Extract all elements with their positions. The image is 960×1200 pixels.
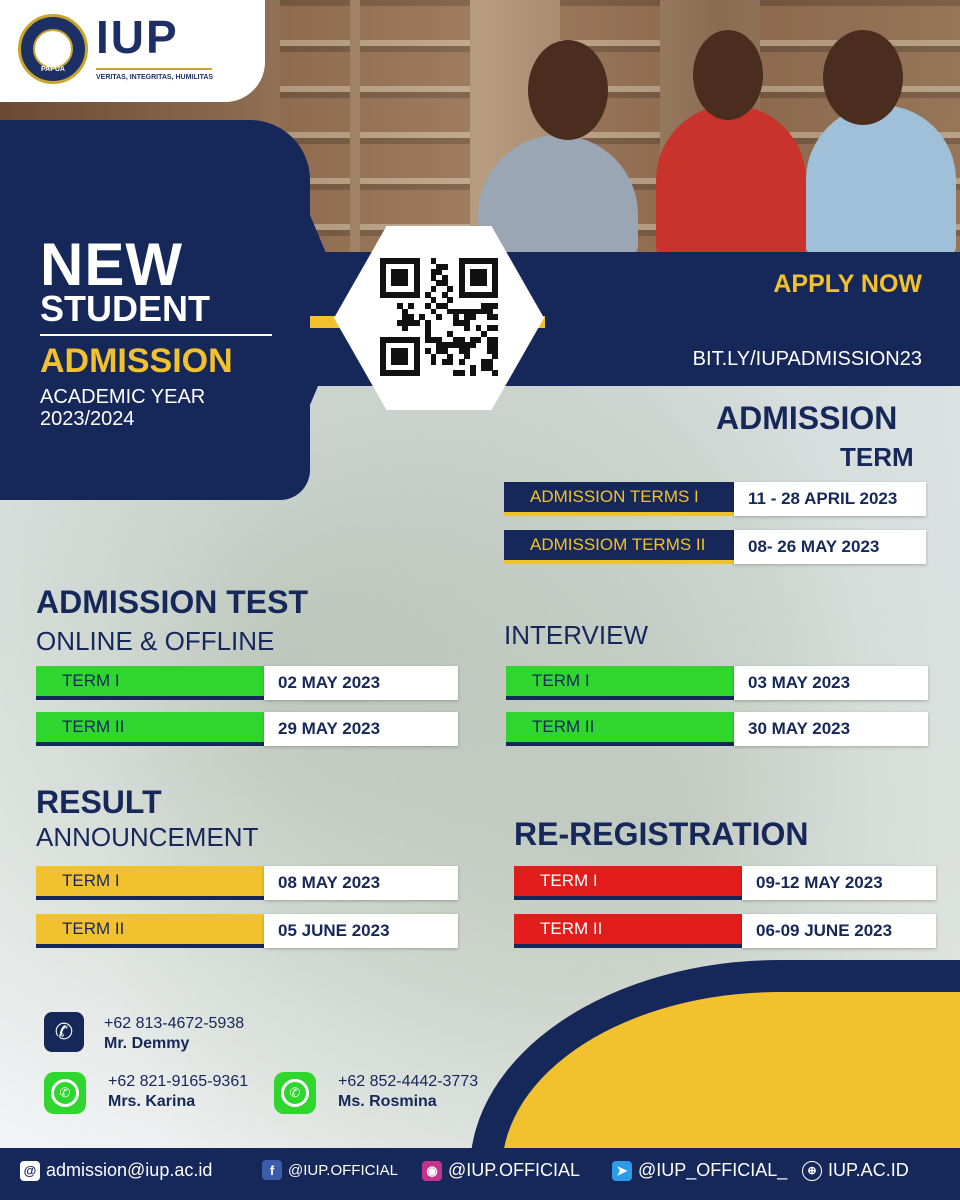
qr-module [447,359,453,365]
row-value: 02 MAY 2023 [264,666,458,700]
student-head [528,40,608,140]
whatsapp-icon: ✆ [274,1072,316,1114]
hero-student: STUDENT [40,288,210,329]
contact-name: Mrs. Karina [108,1093,196,1110]
students-photo [478,10,956,255]
row-value: 08 MAY 2023 [264,866,458,900]
row-value: 30 MAY 2023 [734,712,928,746]
reregistration-row [514,866,936,900]
row-label: TERM II [36,914,264,948]
university-seal-icon [18,14,88,84]
logo-panel [0,0,265,102]
instagram-icon: ◉ [422,1161,442,1181]
qr-module [476,337,482,343]
row-label: TERM II [36,712,264,746]
admission-test-row [36,666,458,700]
row-value: 03 MAY 2023 [734,666,928,700]
contact-name: Ms. Rosmina [338,1093,437,1110]
qr-module [402,280,408,286]
admission-term-subtitle: TERM [840,442,914,472]
footer-website[interactable] [802,1160,909,1181]
brand-name: IUP [96,11,179,63]
admission-test-title: ADMISSION TEST [36,584,309,620]
qr-module [492,292,498,298]
admission-term-row [504,482,926,516]
qr-module [414,320,420,326]
qr-module [431,286,437,292]
footer-twitter[interactable] [612,1160,787,1181]
interview-row [506,712,928,746]
student-figure [478,135,638,255]
qr-module [492,370,498,376]
row-label: TERM II [514,914,742,948]
qr-module [492,325,498,331]
twitter-icon: ➤ [612,1161,632,1181]
result-row [36,914,458,948]
footer-facebook[interactable] [262,1160,398,1180]
interview-row [506,666,928,700]
student-head [823,30,903,125]
row-label: TERM I [36,866,264,900]
contact-name: Mr. Demmy [104,1035,190,1052]
facebook-icon: f [262,1160,282,1180]
row-label: TERM I [36,666,264,700]
row-value: 05 JUNE 2023 [264,914,458,948]
row-value: 11 - 28 APRIL 2023 [734,482,926,516]
admission-term-title: ADMISSION [716,400,898,436]
globe-icon: ⊕ [802,1161,822,1181]
result-subtitle: ANNOUNCEMENT [36,822,259,852]
qr-module [470,314,476,320]
footer-email-text: admission@iup.ac.id [46,1160,213,1180]
qr-module [447,297,453,303]
student-figure [656,105,806,255]
admission-test-row [36,712,458,746]
qr-module [408,303,414,309]
row-label: ADMISSIOM TERMS II [504,530,734,564]
row-label: TERM II [506,712,734,746]
row-value: 09-12 MAY 2023 [742,866,936,900]
qr-module [492,314,498,320]
footer-instagram[interactable] [422,1160,580,1181]
footer-email[interactable] [20,1160,212,1181]
qr-module [436,314,442,320]
qr-module [481,280,487,286]
row-value: 29 MAY 2023 [264,712,458,746]
qr-module [414,370,420,376]
brand-divider [96,68,212,70]
row-value: 06-09 JUNE 2023 [742,914,936,948]
contact-phone[interactable]: +62 813-4672-5938 [104,1015,245,1032]
hero-new: NEW [40,231,183,298]
qr-code-icon[interactable] [380,258,498,376]
academic-year-value: 2023/2024 [40,408,135,430]
phone-icon: ✆ [44,1012,84,1052]
seal-center [33,29,73,69]
apply-now-label[interactable]: APPLY NOW [773,270,922,298]
email-icon: @ [20,1161,40,1181]
qr-module [459,359,465,365]
qr-module [464,325,470,331]
qr-module [470,342,476,348]
qr-module [414,292,420,298]
interview-title: INTERVIEW [504,620,648,650]
row-label: ADMISSION TERMS I [504,482,734,516]
row-label: TERM I [514,866,742,900]
qr-module [431,359,437,365]
footer-twitter-text: @IUP_OFFICIAL_ [638,1160,788,1180]
qr-module [402,325,408,331]
hero-academic-year [40,386,205,430]
brand-motto: VERITAS, INTEGRITAS, HUMILITAS [96,74,214,81]
hero-admission: ADMISSION [40,342,233,380]
reregistration-row [514,914,936,948]
contact-phone[interactable]: +62 852-4442-3773 [338,1073,479,1090]
bookshelf [360,0,470,260]
footer-website-text: IUP.AC.ID [828,1160,909,1180]
qr-module [459,370,465,376]
result-row [36,866,458,900]
reregistration-title: RE-REGISTRATION [514,816,809,852]
seal-text: PAPUA [41,66,65,73]
row-label: TERM I [506,666,734,700]
whatsapp-icon: ✆ [44,1072,86,1114]
footer-facebook-text: @IUP.OFFICIAL [288,1161,398,1179]
qr-module [464,354,470,360]
qr-module [442,264,448,270]
band-stripe-navy [545,316,960,328]
apply-url-link[interactable]: BIT.LY/IUPADMISSION23 [692,348,922,370]
qr-module [402,359,408,365]
admission-term-row [504,530,926,564]
academic-year-label: ACADEMIC YEAR [40,386,206,408]
contact-phone[interactable]: +62 821-9165-9361 [108,1073,249,1090]
student-figure [806,105,956,255]
qr-module [470,370,476,376]
qr-module [492,303,498,309]
result-title: RESULT [36,784,162,820]
student-head [693,30,763,120]
qr-module [492,354,498,360]
hero-divider [40,334,272,336]
footer-instagram-text: @IUP.OFFICIAL [448,1160,580,1180]
admission-test-subtitle: ONLINE & OFFLINE [36,626,275,656]
qr-module [447,286,453,292]
row-value: 08- 26 MAY 2023 [734,530,926,564]
